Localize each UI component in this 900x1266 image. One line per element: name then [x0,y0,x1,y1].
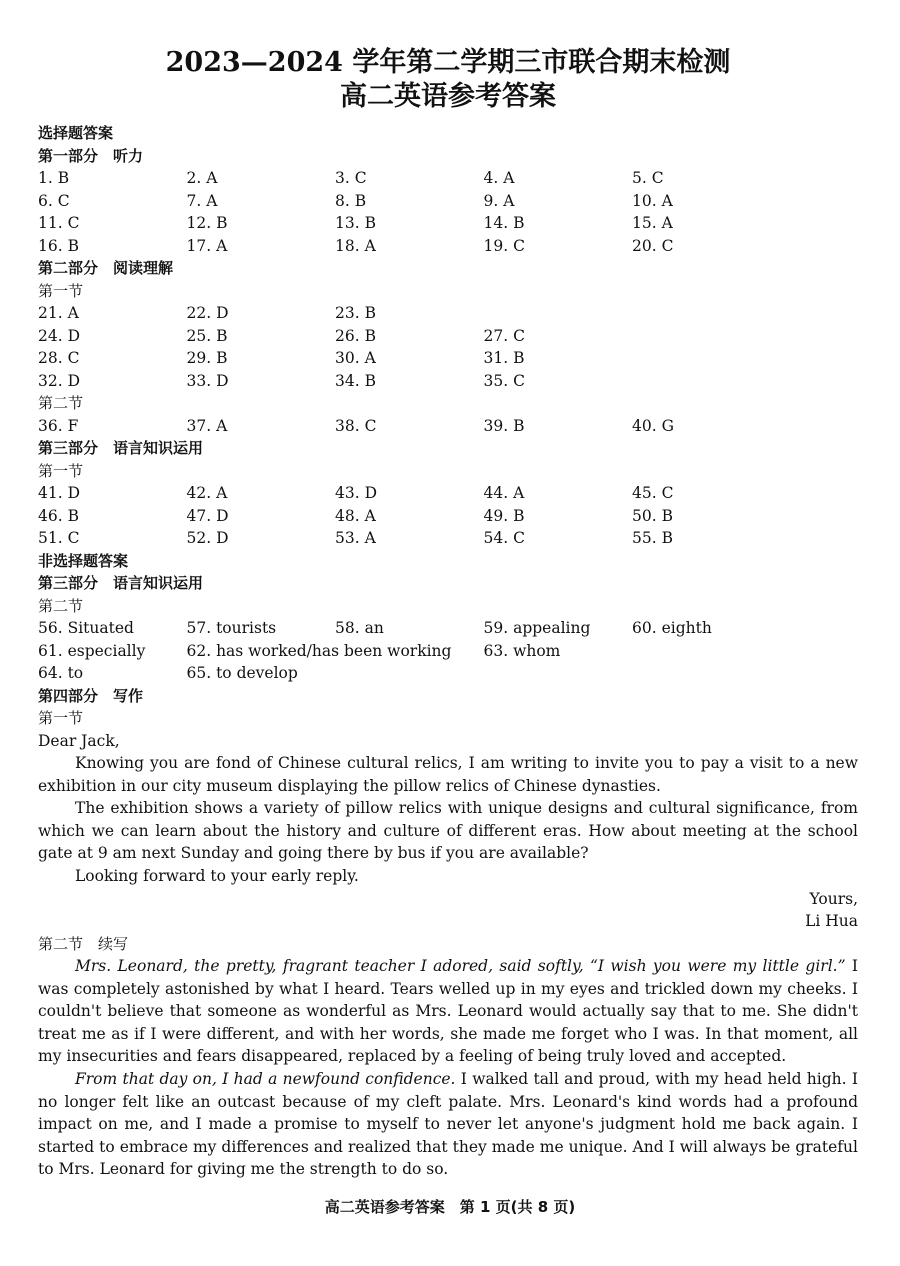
paragraph-body: I walked tall and proud, with my head held high. I no longer felt like an outcast because of my cleft palate. Mrs. Leonard's kind words had a profound impact on me, and I made a promise to myself to never let anyone's judgment hold me back again. I started to embrace my differences and realized that they made me unique. And I will always be grateful to Mrs. Leonard for giving me the strength to do so. [38,1070,858,1179]
answer-cell: 62. has worked/has been working [186,641,452,660]
answer-row [38,212,858,235]
answer-cell: 63. whom [483,641,561,660]
part3-section1-grid [38,482,858,550]
answer-cell: 15. A [632,214,673,232]
answer-cell: 42. A [186,484,228,502]
answer-cell: 3. C [335,169,367,187]
answer-cell [484,302,633,325]
answer-cell: 16. B [38,236,79,255]
answer-cell: 14. B [483,214,525,232]
answer-sheet-page [38,46,858,1181]
page-subtitle: 高二英语参考答案 [340,81,556,112]
answer-row [38,505,858,528]
answer-cell: 4. A [483,169,515,187]
answer-row [38,482,858,505]
part3-heading: 第三部分 语言知识运用 [38,439,204,457]
answer-cell: 38. C [335,416,377,435]
continuation-paragraph-1 [38,955,858,1068]
answer-cell: 39. B [483,416,525,435]
answer-cell: 34. B [335,371,376,390]
part2-section2-label: 第二节 [38,394,84,412]
answer-cell: 27. C [483,326,525,345]
letter-greeting: Dear Jack, [38,731,120,750]
part1-heading: 第一部分 听力 [38,146,144,165]
answer-cell: 49. B [483,506,525,525]
part2-section2-grid [38,415,858,438]
fill-row-1 [38,617,858,640]
answer-cell: 65. to develop [186,664,298,682]
answer-cell: 36. F [38,416,79,435]
answer-cell: 1. B [38,169,70,187]
answer-cell: 11. C [38,214,80,232]
answer-cell: 7. A [186,191,218,210]
answer-cell [632,370,781,393]
answer-cell: 45. C [632,484,674,502]
answer-row [38,235,858,258]
answer-row [38,370,858,393]
answer-cell [632,347,781,370]
answer-row [38,527,858,550]
answer-cell: 43. D [335,484,378,502]
page-footer: 高二英语参考答案 第 1 页(共 8 页) [324,1198,576,1216]
answer-row [38,167,858,190]
answer-cell: 44. A [483,484,525,502]
answer-cell: 31. B [483,349,525,367]
answer-cell: 10. A [632,191,673,210]
answer-cell: 19. C [483,236,525,255]
answer-cell: 8. B [335,191,367,210]
answer-cell: 37. A [186,416,228,435]
letter-signature: Li Hua [805,912,858,931]
part4-heading: 第四部分 写作 [38,686,144,705]
answer-row [38,347,858,370]
answer-cell: 32. D [38,371,81,390]
answer-cell: 18. A [335,236,376,255]
continuation-paragraph-2 [38,1068,858,1181]
answer-cell: 50. B [632,506,673,525]
paragraph-body: I was completely astonished by what I heard. Tears welled up in my eyes and trickled down my cheeks. I couldn't believe that someone as wonderful as Mrs. Leonard would actually say that to me. She didn't treat me as if I were different, and with her words, she made me forget who I was. In that moment, all my insecurities and fears disappeared, replaced by a feeling of being truly loved and accepted. [38,957,858,1066]
answer-cell: 22. D [186,304,229,322]
answer-cell: 64. to [38,664,84,682]
answer-cell: 51. C [38,529,80,547]
answer-cell: 35. C [483,371,525,390]
answer-cell: 2. A [186,169,218,187]
answer-cell: 25. B [186,326,228,345]
answer-cell: 20. C [632,236,674,255]
part2-section1-grid [38,302,858,392]
answer-cell: 23. B [335,304,376,322]
choice-answers-label: 选择题答案 [38,124,114,142]
answer-cell: 30. A [335,349,376,367]
nc-part3-section2-label: 第二节 [38,596,84,615]
answer-row [38,415,858,438]
answer-cell: 24. D [38,326,81,345]
answer-cell: 52. D [186,529,229,547]
part4-section2-label: 第二节 续写 [38,934,129,953]
answer-cell: 9. A [483,191,515,210]
answer-cell: 41. D [38,484,81,502]
answer-cell [632,325,781,348]
nonchoice-answers-label: 非选择题答案 [38,551,129,570]
page-title: 2023—2024 学年第二学期三市联合期末检测 [165,47,731,78]
answer-cell [632,302,781,325]
answer-cell: 54. C [483,529,525,547]
fill-row-3 [38,662,858,685]
paragraph-opening-italic: From that day on, I had a newfound confidence. [75,1070,456,1089]
answer-cell: 48. A [335,506,376,525]
answer-row [38,302,858,325]
answer-cell: 5. C [632,169,664,187]
answer-cell: 47. D [186,506,229,525]
answer-cell: 59. appealing [483,619,591,637]
answer-cell: 40. G [632,416,674,435]
answer-cell: 61. especially [38,641,146,660]
part3-section1-label: 第一节 [38,461,84,480]
answer-cell: 57. tourists [186,619,277,637]
paragraph-opening-italic: Mrs. Leonard, the pretty, fragrant teacher I adored, said softly, “I wish you were my little girl.” [75,957,846,976]
letter-paragraph-2: The exhibition shows a variety of pillow relics with unique designs and cultural significance, from which we can learn about the history and culture of different eras. How about meeting at the school gate at 9 am next Sunday and going there by bus if you are available? [38,799,858,863]
answer-cell: 33. D [186,371,229,390]
answer-cell: 28. C [38,349,80,367]
answer-cell: 46. B [38,506,79,525]
answer-row [38,190,858,213]
answer-cell: 13. B [335,214,376,232]
letter-paragraph-1: Knowing you are fond of Chinese cultural relics, I am writing to invite you to pay a visit to a new exhibition in our city museum displaying the pillow relics of Chinese dynasties. [38,754,858,795]
answer-cell: 21. A [38,304,79,322]
answer-cell: 26. B [335,326,376,345]
answer-cell: 58. an [335,619,384,637]
fill-row-2 [38,640,858,663]
nc-part3-heading: 第三部分 语言知识运用 [38,574,204,592]
letter-closing: Yours, [809,889,858,908]
answer-cell: 55. B [632,529,673,547]
answer-cell: 6. C [38,191,70,210]
answer-cell: 53. A [335,529,376,547]
answer-cell: 60. eighth [632,619,712,637]
letter-paragraph-3: Looking forward to your early reply. [75,866,359,885]
answer-row [38,325,858,348]
part1-grid [38,167,858,257]
answer-cell: 56. Situated [38,619,134,637]
answer-cell: 17. A [186,236,228,255]
part2-heading: 第二部分 阅读理解 [38,259,174,277]
part4-section1-label: 第一节 [38,709,84,727]
answer-cell: 12. B [186,214,228,232]
answer-cell: 29. B [186,349,228,367]
part2-section1-label: 第一节 [38,281,84,300]
